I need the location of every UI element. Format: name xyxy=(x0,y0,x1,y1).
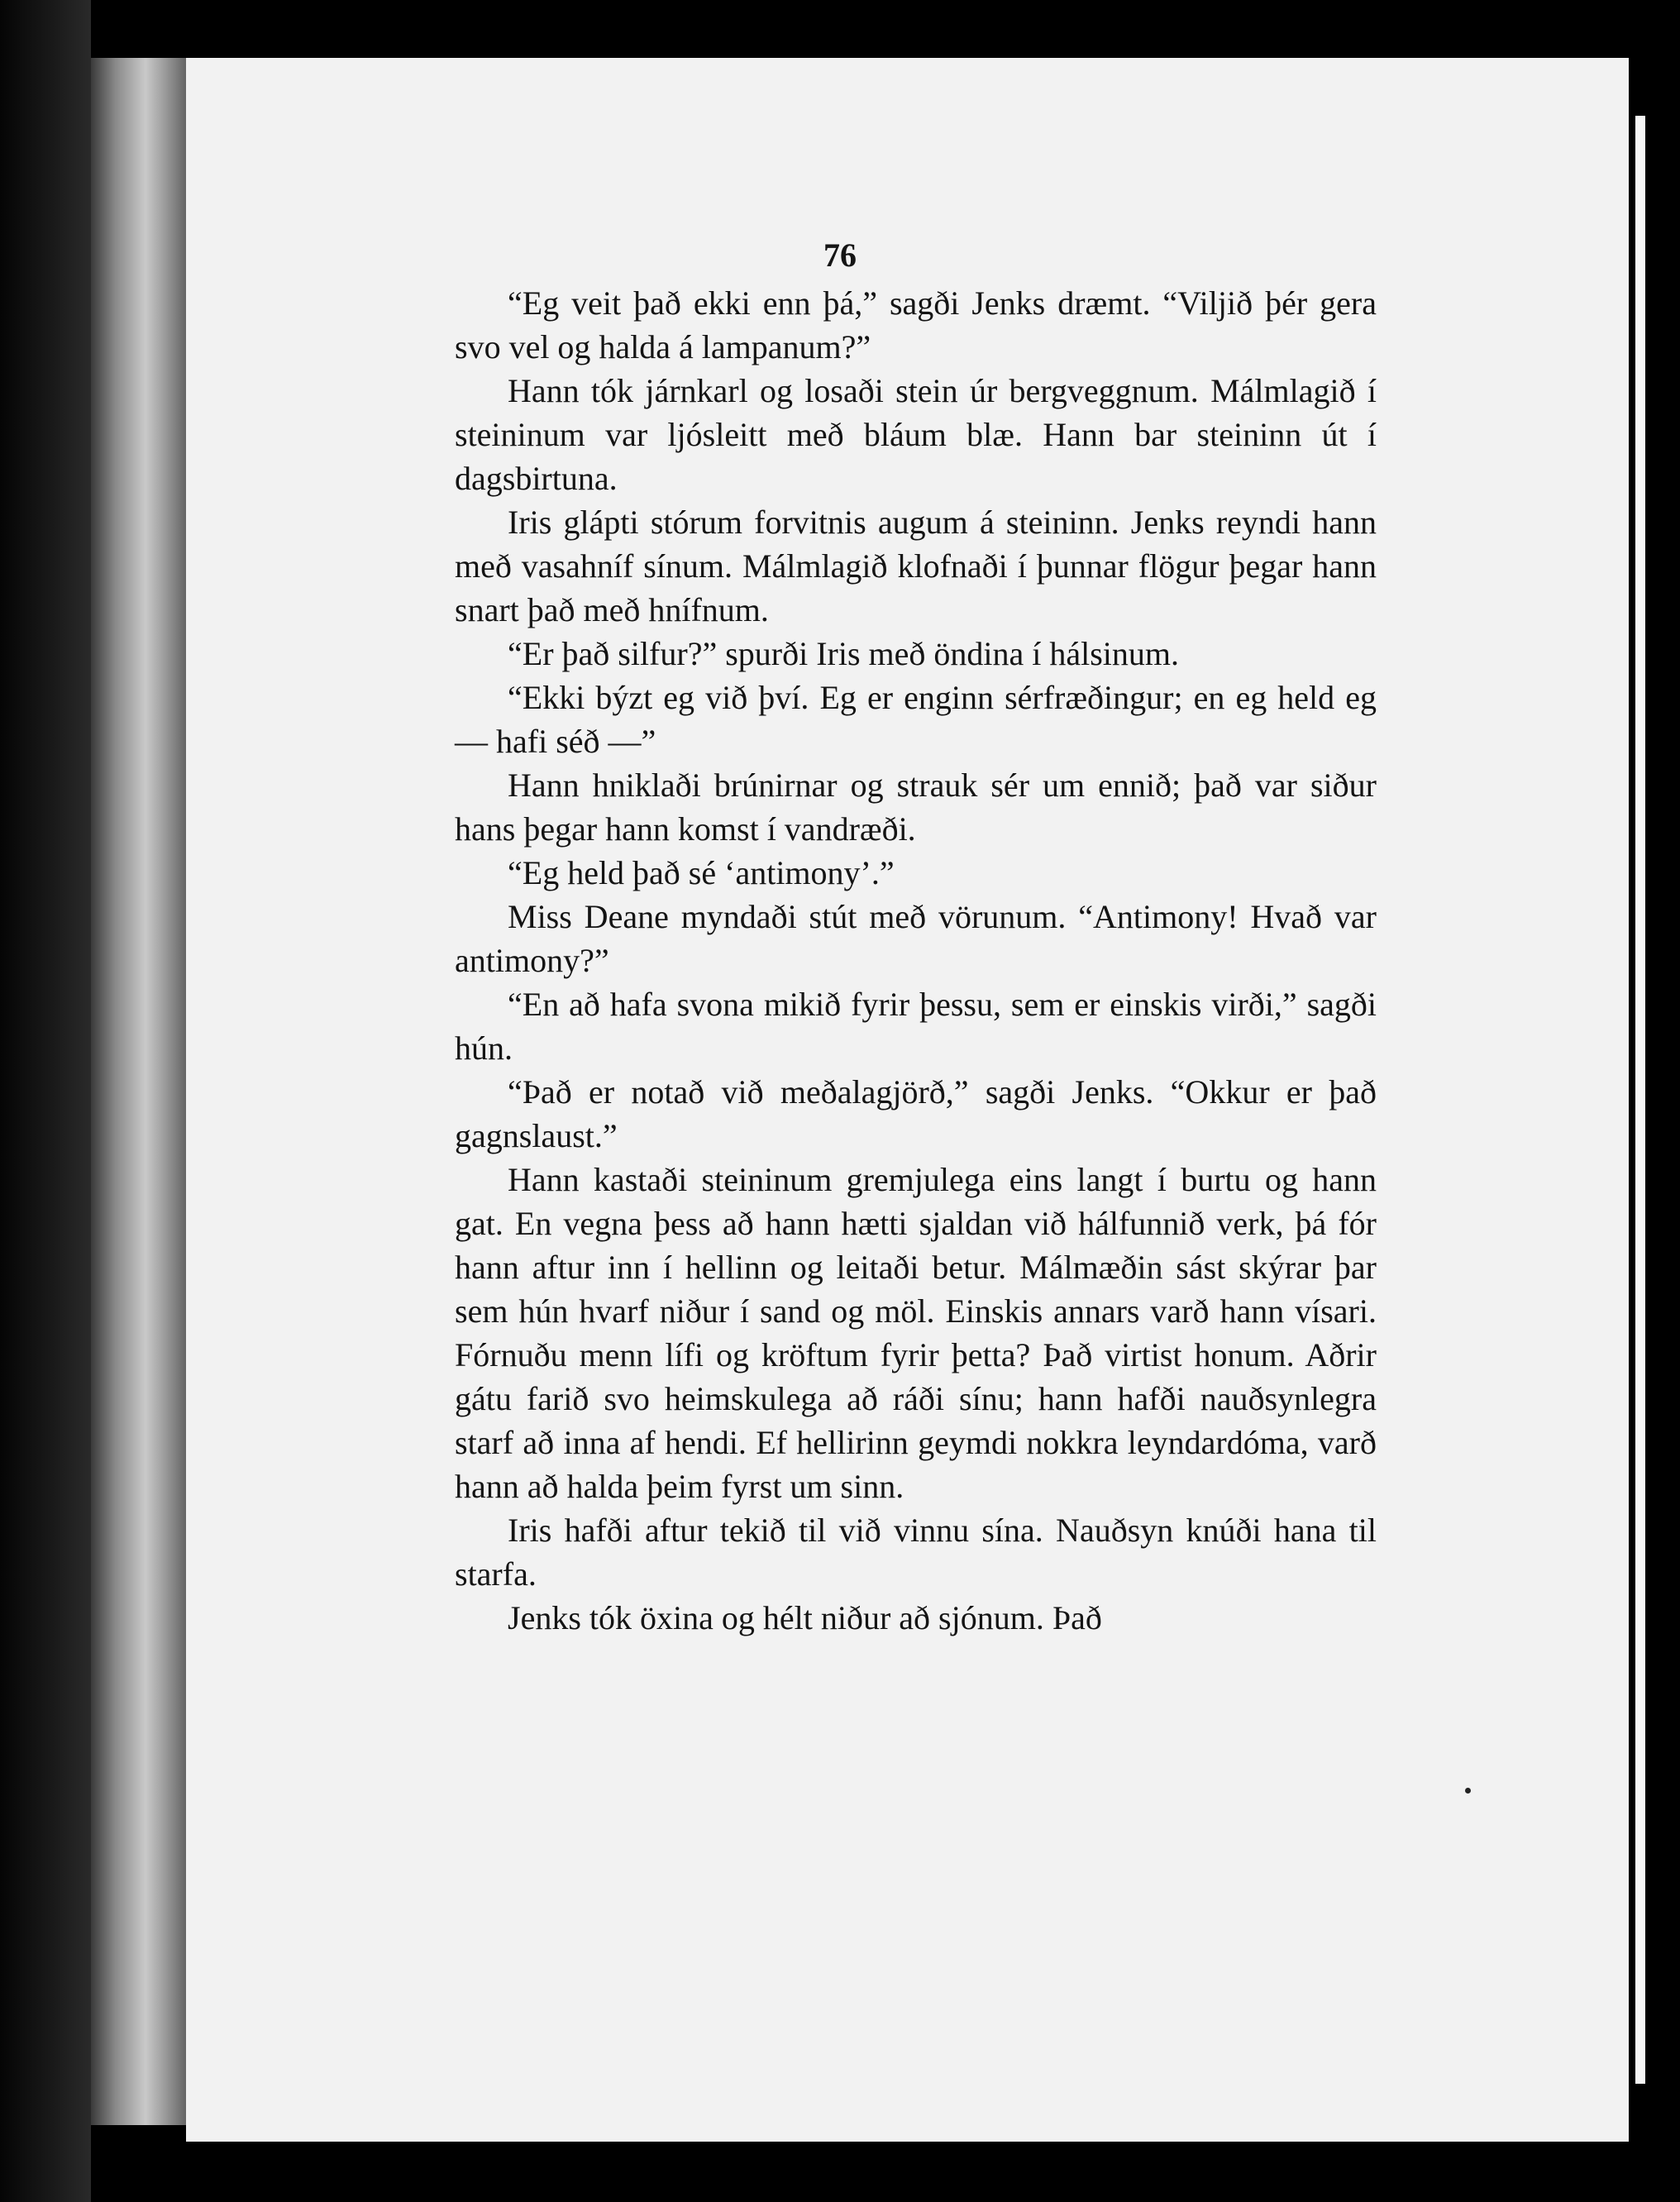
paragraph: Iris hafði aftur tekið til við vinnu sína. Nauðsyn knúði hana til starfa. xyxy=(455,1512,1377,1593)
paragraph: “Ekki býzt eg við því. Eg er enginn sérfræðingur; en eg held eg — hafi séð —” xyxy=(455,679,1377,760)
book-binding-edge xyxy=(91,58,190,2125)
paragraph: “Eg veit það ekki enn þá,” sagði Jenks dræmt. “Viljið þér gera svo vel og halda á lampanum?” xyxy=(455,284,1377,365)
paragraph: “Er það silfur?” spurði Iris með öndina í hálsinum. xyxy=(508,635,1180,672)
paragraph: Hann hniklaði brúnirnar og strauk sér um ennið; það var siður hans þegar hann komst í vandræði. xyxy=(455,767,1377,848)
paragraph: Iris glápti stórum forvitnis augum á steininn. Jenks reyndi hann með vasahníf sínum. Málmlagið klofnaði í þunnar flögur þegar hann snart það með hnífnum. xyxy=(455,504,1377,628)
paragraph: Miss Deane myndaði stút með vörunum. “Antimony! Hvað var antimony?” xyxy=(455,898,1377,979)
paragraph: Hann tók járnkarl og losaði stein úr bergveggnum. Málmlagið í steininum var ljósleitt með bláum blæ. Hann bar steininn út í dagsbirtuna. xyxy=(455,372,1377,497)
paragraph: Hann kastaði steininum gremjulega eins langt í burtu og hann gat. En vegna þess að hann hætti sjaldan við hálfunnið verk, þá fór hann aftur inn í hellinn og leitaði betur. Málmæðin sást skýrar þar sem hún hvarf niður í sand og möl. Einskis annars varð hann vísari. Fórnuðu menn lífi og kröftum fyrir þetta? Það virtist honum. Aðrir gátu farið svo heimskulega að ráði sínu; hann hafði nauðsynlegra starf að inna af hendi. Ef hellirinn geymdi nokkra leyndardóma, varð hann að halda þeim fyrst um sinn. xyxy=(455,1161,1377,1505)
margin-dot xyxy=(1465,1788,1471,1794)
body-text xyxy=(455,281,1377,1640)
page-number: 76 xyxy=(823,236,857,274)
scan-dark-border xyxy=(0,0,91,2202)
paragraph: Jenks tók öxina og hélt niður að sjónum. Það xyxy=(508,1599,1102,1636)
scan-edge-rule xyxy=(1635,116,1645,2084)
paragraph: “Eg held það sé ‘antimony’.” xyxy=(508,854,895,891)
paragraph: “En að hafa svona mikið fyrir þessu, sem er einskis virði,” sagði hún. xyxy=(455,986,1377,1067)
paragraph: “Það er notað við meðalagjörð,” sagði Jenks. “Okkur er það gagnslaust.” xyxy=(455,1073,1377,1154)
